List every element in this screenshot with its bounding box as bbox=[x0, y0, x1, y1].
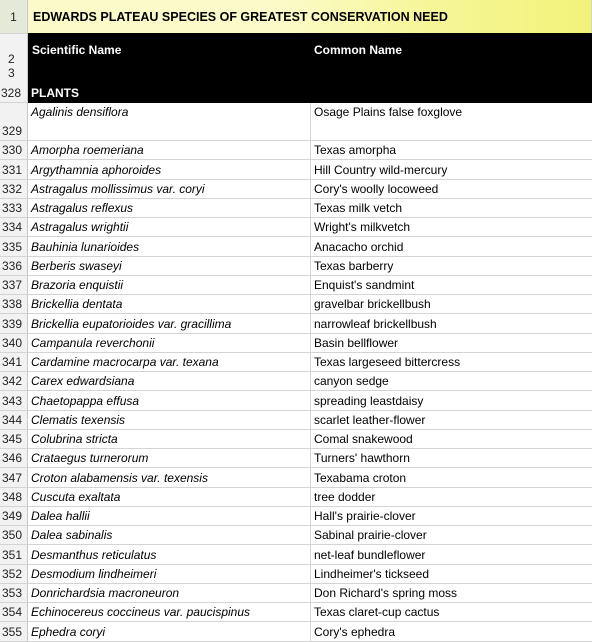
scientific-name-cell[interactable]: Clematis texensis bbox=[28, 411, 311, 430]
row-number[interactable]: 334 bbox=[0, 218, 28, 237]
row-number[interactable]: 340 bbox=[0, 334, 28, 353]
table-row bbox=[0, 276, 592, 295]
common-name-cell[interactable]: Comal snakewood bbox=[311, 430, 592, 449]
common-name-cell[interactable]: scarlet leather-flower bbox=[311, 411, 592, 430]
common-name-cell[interactable]: Sabinal prairie-clover bbox=[311, 526, 592, 545]
row-number[interactable]: 333 bbox=[0, 199, 28, 218]
table-row bbox=[0, 160, 592, 179]
common-name-cell[interactable]: Cory's ephedra bbox=[311, 622, 592, 641]
table-row bbox=[0, 218, 592, 237]
scientific-name-cell[interactable]: Ephedra coryi bbox=[28, 622, 311, 641]
common-name-cell[interactable]: net-leaf bundleflower bbox=[311, 545, 592, 564]
row-number[interactable]: 339 bbox=[0, 314, 28, 333]
table-row bbox=[0, 468, 592, 487]
table-row bbox=[0, 545, 592, 564]
sheet-title[interactable]: EDWARDS PLATEAU SPECIES OF GREATEST CONSERVATION NEED bbox=[28, 0, 592, 34]
scientific-name-cell[interactable]: Cuscuta exaltata bbox=[28, 488, 311, 507]
row-number[interactable]: 342 bbox=[0, 372, 28, 391]
scientific-name-cell[interactable]: Cardamine macrocarpa var. texana bbox=[28, 353, 311, 372]
table-row bbox=[0, 199, 592, 218]
scientific-name-cell[interactable]: Amorpha roemeriana bbox=[28, 141, 311, 160]
scientific-name-cell[interactable]: Dalea hallii bbox=[28, 507, 311, 526]
table-row bbox=[0, 526, 592, 545]
column-header-block[interactable] bbox=[28, 33, 592, 84]
scientific-name-cell[interactable]: Bauhinia lunarioides bbox=[28, 237, 311, 256]
common-name-cell[interactable]: Texas barberry bbox=[311, 257, 592, 276]
scientific-name-cell[interactable]: Brickellia eupatorioides var. gracillima bbox=[28, 314, 311, 333]
scientific-name-cell[interactable]: Donrichardsia macroneuron bbox=[28, 584, 311, 603]
row-number[interactable]: 346 bbox=[0, 449, 28, 468]
common-name-cell[interactable]: Texabama croton bbox=[311, 468, 592, 487]
common-name-cell[interactable]: tree dodder bbox=[311, 488, 592, 507]
common-name-cell[interactable]: Texas largeseed bittercress bbox=[311, 353, 592, 372]
section-row-plants bbox=[0, 84, 592, 103]
row-number[interactable]: 350 bbox=[0, 526, 28, 545]
row-number[interactable]: 354 bbox=[0, 603, 28, 622]
row-number[interactable]: 329 bbox=[0, 103, 28, 141]
common-name-cell[interactable]: Texas claret-cup cactus bbox=[311, 603, 592, 622]
scientific-name-cell[interactable]: Dalea sabinalis bbox=[28, 526, 311, 545]
title-row bbox=[0, 0, 592, 34]
row-number[interactable]: 349 bbox=[0, 507, 28, 526]
row-number[interactable]: 344 bbox=[0, 411, 28, 430]
table-row bbox=[0, 565, 592, 584]
common-name-cell[interactable]: canyon sedge bbox=[311, 372, 592, 391]
table-row bbox=[0, 507, 592, 526]
scientific-name-cell[interactable]: Argythamnia aphoroides bbox=[28, 160, 311, 179]
scientific-name-cell[interactable]: Brazoria enquistii bbox=[28, 276, 311, 295]
table-row bbox=[0, 103, 592, 141]
row-number[interactable]: 345 bbox=[0, 430, 28, 449]
row-number[interactable]: 328 bbox=[0, 84, 28, 103]
table-row bbox=[0, 411, 592, 430]
table-row bbox=[0, 488, 592, 507]
common-name-cell[interactable]: Don Richard's spring moss bbox=[311, 584, 592, 603]
row-number[interactable]: 332 bbox=[0, 180, 28, 199]
table-row bbox=[0, 141, 592, 160]
scientific-name-cell[interactable]: Carex edwardsiana bbox=[28, 372, 311, 391]
row-number[interactable]: 338 bbox=[0, 295, 28, 314]
common-name-cell[interactable]: Basin bellflower bbox=[311, 334, 592, 353]
scientific-name-cell[interactable]: Desmanthus reticulatus bbox=[28, 545, 311, 564]
row-number[interactable]: 347 bbox=[0, 468, 28, 487]
row-number[interactable]: 348 bbox=[0, 488, 28, 507]
common-name-cell[interactable]: Osage Plains false foxglove bbox=[311, 103, 592, 141]
scientific-name-cell[interactable]: Brickellia dentata bbox=[28, 295, 311, 314]
section-empty-cell[interactable] bbox=[311, 84, 592, 103]
common-name-cell[interactable]: Texas amorpha bbox=[311, 141, 592, 160]
row-number[interactable]: 352 bbox=[0, 565, 28, 584]
common-name-cell[interactable]: Turners' hawthorn bbox=[311, 449, 592, 468]
table-row bbox=[0, 391, 592, 410]
scientific-name-cell[interactable]: Echinocereus coccineus var. paucispinus bbox=[28, 603, 311, 622]
common-name-cell[interactable]: narrowleaf brickellbush bbox=[311, 314, 592, 333]
scientific-name-cell[interactable]: Crataegus turnerorum bbox=[28, 449, 311, 468]
common-name-cell[interactable]: Anacacho orchid bbox=[311, 237, 592, 256]
common-name-cell[interactable]: Hall's prairie-clover bbox=[311, 507, 592, 526]
table-row bbox=[0, 449, 592, 468]
common-name-cell[interactable]: gravelbar brickellbush bbox=[311, 295, 592, 314]
table-row bbox=[0, 180, 592, 199]
common-name-cell[interactable]: Cory's woolly locoweed bbox=[311, 180, 592, 199]
row-number[interactable]: 335 bbox=[0, 237, 28, 256]
scientific-name-cell[interactable]: Astragalus reflexus bbox=[28, 199, 311, 218]
row-number[interactable]: 337 bbox=[0, 276, 28, 295]
row-number[interactable]: 336 bbox=[0, 257, 28, 276]
scientific-name-cell[interactable]: Berberis swaseyi bbox=[28, 257, 311, 276]
scientific-name-cell[interactable]: Desmodium lindheimeri bbox=[28, 565, 311, 584]
scientific-name-cell[interactable]: Chaetopappa effusa bbox=[28, 391, 311, 410]
header-common-name: Common Name bbox=[314, 43, 403, 57]
row-number[interactable]: 343 bbox=[0, 391, 28, 410]
common-name-cell[interactable]: Texas milk vetch bbox=[311, 199, 592, 218]
table-row bbox=[0, 622, 592, 641]
common-name-cell[interactable]: Lindheimer's tickseed bbox=[311, 565, 592, 584]
row-number[interactable]: 353 bbox=[0, 584, 28, 603]
header-scientific-name: Scientific Name bbox=[32, 43, 122, 57]
scientific-name-cell[interactable]: Campanula reverchonii bbox=[28, 334, 311, 353]
table-row bbox=[0, 430, 592, 449]
table-row bbox=[0, 314, 592, 333]
table-row bbox=[0, 603, 592, 622]
row-number[interactable]: 355 bbox=[0, 622, 28, 641]
section-label[interactable]: PLANTS bbox=[28, 84, 311, 103]
table-row bbox=[0, 237, 592, 256]
common-name-cell[interactable]: Hill Country wild-mercury bbox=[311, 160, 592, 179]
row-number[interactable]: 351 bbox=[0, 545, 28, 564]
scientific-name-cell[interactable]: Astragalus mollissimus var. coryi bbox=[28, 180, 311, 199]
common-name-cell[interactable]: Wright's milkvetch bbox=[311, 218, 592, 237]
common-name-cell[interactable]: spreading leastdaisy bbox=[311, 391, 592, 410]
table-row bbox=[0, 372, 592, 391]
table-row bbox=[0, 353, 592, 372]
row-number[interactable]: 2 bbox=[0, 34, 28, 66]
row-number[interactable]: 331 bbox=[0, 160, 28, 179]
table-row bbox=[0, 334, 592, 353]
row-number[interactable]: 330 bbox=[0, 141, 28, 160]
scientific-name-cell[interactable]: Agalinis densiflora bbox=[28, 103, 311, 141]
scientific-name-cell[interactable]: Colubrina stricta bbox=[28, 430, 311, 449]
table-row bbox=[0, 295, 592, 314]
table-row bbox=[0, 257, 592, 276]
scientific-name-cell[interactable]: Croton alabamensis var. texensis bbox=[28, 468, 311, 487]
row-number[interactable]: 341 bbox=[0, 353, 28, 372]
common-name-cell[interactable]: Enquist's sandmint bbox=[311, 276, 592, 295]
scientific-name-cell[interactable]: Astragalus wrightii bbox=[28, 218, 311, 237]
table-row bbox=[0, 584, 592, 603]
row-number[interactable]: 3 bbox=[0, 66, 28, 84]
row-number[interactable]: 1 bbox=[0, 0, 28, 34]
